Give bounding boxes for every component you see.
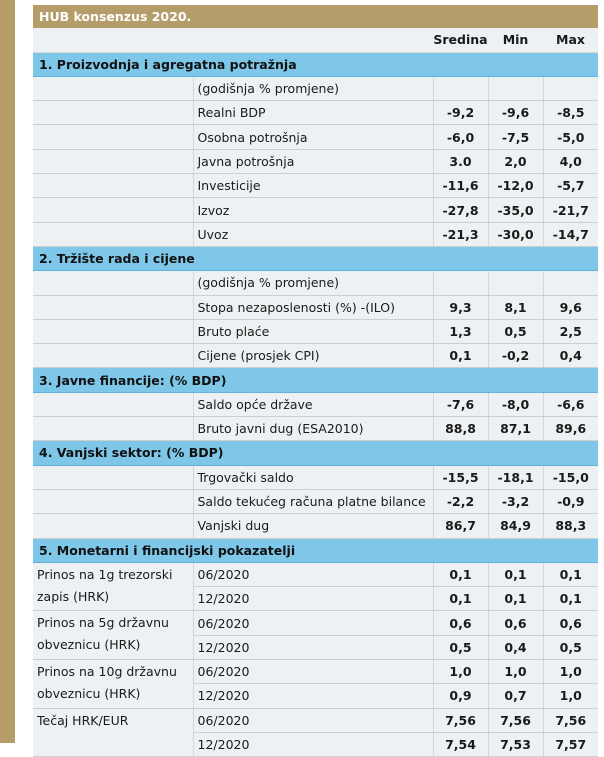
value-max: -6,6	[543, 392, 598, 416]
row-label: Osobna potrošnja	[193, 125, 433, 149]
value-max: 7,56	[543, 708, 598, 732]
section-title: 2. Tržište rada i cijene	[33, 246, 598, 270]
value-sredina: 0,6	[433, 611, 488, 635]
value-min: 84,9	[488, 514, 543, 538]
value-sredina: 9,3	[433, 295, 488, 319]
value-sredina: 0,1	[433, 344, 488, 368]
consensus-table-panel	[33, 5, 598, 753]
value-sredina: -15,5	[433, 465, 488, 489]
table-row	[33, 319, 598, 343]
table-row	[33, 514, 598, 538]
period-label: 12/2020	[193, 732, 433, 756]
value-max: 0,6	[543, 611, 598, 635]
value-sredina: 3.0	[433, 149, 488, 173]
value-sredina: 1,0	[433, 660, 488, 684]
value-max: 1,0	[543, 660, 598, 684]
row-label: Bruto javni dug (ESA2010)	[193, 417, 433, 441]
row-label: Saldo opće države	[193, 392, 433, 416]
table-row	[33, 708, 598, 732]
col-header-min: Min	[488, 28, 543, 52]
value-max: 2,5	[543, 319, 598, 343]
period-label: 06/2020	[193, 562, 433, 586]
value-min: 0,6	[488, 611, 543, 635]
row-label: Realni BDP	[193, 101, 433, 125]
table-title: HUB konsenzus 2020.	[33, 5, 598, 28]
period-label: 12/2020	[193, 635, 433, 659]
indicator-label: Prinos na 5g državnu obveznicu (HRK)	[33, 611, 193, 660]
value-max: 0,5	[543, 635, 598, 659]
section-title: 1. Proizvodnja i agregatna potražnja	[33, 52, 598, 76]
value-sredina: 7,54	[433, 732, 488, 756]
value-min: -9,6	[488, 101, 543, 125]
value-min: 1,0	[488, 660, 543, 684]
indicator-label: Tečaj HRK/EUR	[33, 708, 193, 757]
value-min: -0,2	[488, 344, 543, 368]
value-max: 89,6	[543, 417, 598, 441]
value-sredina: -21,3	[433, 222, 488, 246]
value-max: -14,7	[543, 222, 598, 246]
value-max: 0,4	[543, 344, 598, 368]
value-max: -0,9	[543, 489, 598, 513]
table-row	[33, 562, 598, 586]
value-min: 2,0	[488, 149, 543, 173]
value-max: 0,1	[543, 562, 598, 586]
table-row	[33, 271, 598, 295]
value-max: 9,6	[543, 295, 598, 319]
value-sredina: -7,6	[433, 392, 488, 416]
period-label: 12/2020	[193, 684, 433, 708]
value-min: 0,1	[488, 587, 543, 611]
value-sredina: -11,6	[433, 174, 488, 198]
value-min: 0,1	[488, 562, 543, 586]
value-max: 0,1	[543, 587, 598, 611]
value-min: 7,56	[488, 708, 543, 732]
table-title-row	[33, 5, 598, 28]
section-header	[33, 52, 598, 76]
value-max: 4,0	[543, 149, 598, 173]
indicator-label: Prinos na 10g državnu obveznicu (HRK)	[33, 660, 193, 709]
value-sredina: -9,2	[433, 101, 488, 125]
value-sredina: -6,0	[433, 125, 488, 149]
left-accent-bar	[0, 0, 15, 743]
value-max: -5,7	[543, 174, 598, 198]
row-label: Trgovački saldo	[193, 465, 433, 489]
section-header	[33, 368, 598, 392]
section-header	[33, 538, 598, 562]
table-row	[33, 76, 598, 100]
col-header-sredina: Sredina	[433, 28, 488, 52]
table-row	[33, 222, 598, 246]
table-row	[33, 489, 598, 513]
section-title: 3. Javne financije: (% BDP)	[33, 368, 598, 392]
row-label: Investicije	[193, 174, 433, 198]
section-header	[33, 246, 598, 270]
table-row	[33, 392, 598, 416]
value-max: -5,0	[543, 125, 598, 149]
table-row	[33, 344, 598, 368]
consensus-table	[33, 5, 598, 757]
section-header	[33, 441, 598, 465]
value-sredina: 86,7	[433, 514, 488, 538]
column-header-row	[33, 28, 598, 52]
table-row	[33, 417, 598, 441]
table-row	[33, 660, 598, 684]
value-sredina: 88,8	[433, 417, 488, 441]
section-title: 5. Monetarni i financijski pokazatelji	[33, 538, 598, 562]
value-min: -35,0	[488, 198, 543, 222]
row-label: Stopa nezaposlenosti (%) -(ILO)	[193, 295, 433, 319]
value-min: -30,0	[488, 222, 543, 246]
period-label: 06/2020	[193, 708, 433, 732]
value-sredina: -2,2	[433, 489, 488, 513]
value-sredina: 0,5	[433, 635, 488, 659]
table-row	[33, 149, 598, 173]
row-label: Vanjski dug	[193, 514, 433, 538]
value-min: 0,5	[488, 319, 543, 343]
value-max: -8,5	[543, 101, 598, 125]
period-label: 06/2020	[193, 660, 433, 684]
table-row	[33, 174, 598, 198]
value-min: 87,1	[488, 417, 543, 441]
row-label: Javna potrošnja	[193, 149, 433, 173]
value-min: -18,1	[488, 465, 543, 489]
unit-note: (godišnja % promjene)	[193, 271, 433, 295]
table-row	[33, 125, 598, 149]
value-sredina: 0,9	[433, 684, 488, 708]
value-min: -7,5	[488, 125, 543, 149]
value-min: -12,0	[488, 174, 543, 198]
table-row	[33, 198, 598, 222]
row-label: Bruto plaće	[193, 319, 433, 343]
value-min: 7,53	[488, 732, 543, 756]
table-row	[33, 611, 598, 635]
value-min: 8,1	[488, 295, 543, 319]
table-row	[33, 295, 598, 319]
unit-note: (godišnja % promjene)	[193, 76, 433, 100]
row-label: Cijene (prosjek CPI)	[193, 344, 433, 368]
indicator-label: Prinos na 1g trezorski zapis (HRK)	[33, 562, 193, 611]
value-sredina: -27,8	[433, 198, 488, 222]
value-sredina: 7,56	[433, 708, 488, 732]
value-sredina: 0,1	[433, 562, 488, 586]
value-max: 1,0	[543, 684, 598, 708]
value-max: 88,3	[543, 514, 598, 538]
row-label: Saldo tekućeg računa platne bilance	[193, 489, 433, 513]
value-sredina: 1,3	[433, 319, 488, 343]
value-min: 0,4	[488, 635, 543, 659]
period-label: 12/2020	[193, 587, 433, 611]
value-max: -15,0	[543, 465, 598, 489]
value-max: -21,7	[543, 198, 598, 222]
value-min: -3,2	[488, 489, 543, 513]
period-label: 06/2020	[193, 611, 433, 635]
table-row	[33, 101, 598, 125]
value-sredina: 0,1	[433, 587, 488, 611]
table-row	[33, 465, 598, 489]
value-min: -8,0	[488, 392, 543, 416]
col-header-max: Max	[543, 28, 598, 52]
row-label: Uvoz	[193, 222, 433, 246]
row-label: Izvoz	[193, 198, 433, 222]
value-max: 7,57	[543, 732, 598, 756]
value-min: 0,7	[488, 684, 543, 708]
section-title: 4. Vanjski sektor: (% BDP)	[33, 441, 598, 465]
